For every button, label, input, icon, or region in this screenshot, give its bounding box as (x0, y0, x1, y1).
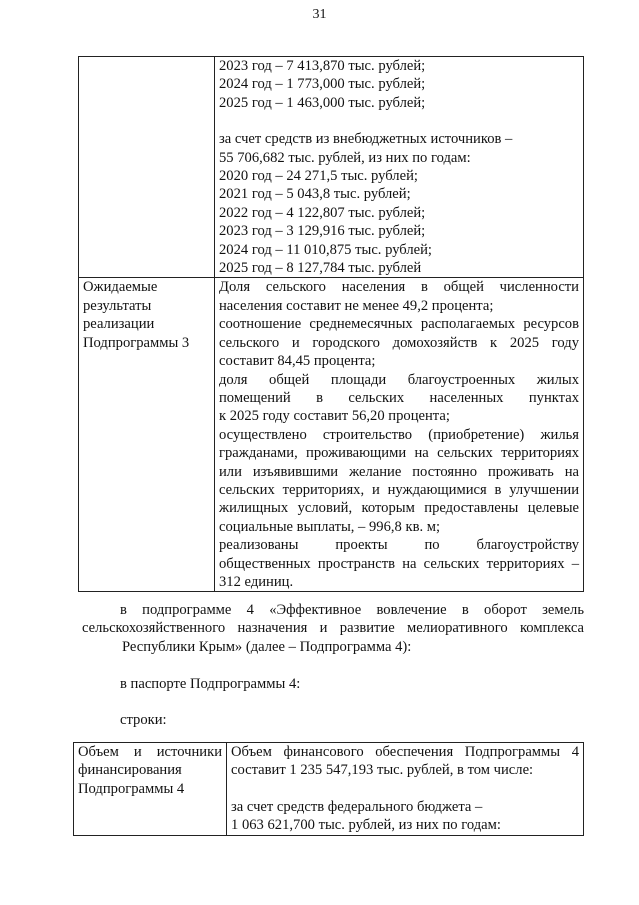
funding-line: составит 1 235 547,193 тыс. рублей, в том числе: (231, 762, 534, 779)
funding-line: 2020 год – 24 271,5 тыс. рублей; (219, 168, 418, 185)
expected-results-cell (215, 278, 584, 592)
funding-line: 2021 год – 5 043,8 тыс. рублей; (219, 186, 411, 203)
funding-line: 2025 год – 8 127,784 тыс. рублей (219, 260, 422, 277)
result-line: сельских территориях, и нуждающимися в улучшении (219, 481, 579, 498)
funding-line: 2023 год – 7 413,870 тыс. рублей; (219, 58, 426, 74)
funding-volume-cell (227, 743, 584, 836)
funding-line: 55 706,682 тыс. рублей, из них по годам: (219, 149, 471, 166)
result-line: сельского и городского домохозяйств к 2025 году (219, 334, 579, 351)
result-line: составит 84,45 процента; (219, 353, 376, 370)
subprogram-4-passport-table (73, 742, 584, 836)
label-line: результаты (83, 297, 152, 314)
expected-results-label-cell (79, 278, 215, 592)
label-line: Подпрограммы 4 (78, 780, 185, 797)
funding-line: Объем финансового обеспечения Подпрограммы 4 (231, 744, 579, 760)
result-line: осуществлено строительство (приобретение) жилья (219, 426, 579, 443)
label-line: Объем и источники (78, 744, 222, 760)
result-line: Доля сельского населения в общей численности (219, 279, 579, 296)
funding-line: 2023 год – 3 129,916 тыс. рублей; (219, 223, 426, 240)
subprogram-3-passport-table (78, 56, 584, 592)
funding-line: за счет средств из внебюджетных источников – (219, 131, 513, 148)
label-line: реализации (83, 316, 155, 333)
result-line: к 2025 году составит 56,20 процента; (219, 408, 450, 425)
table-row (79, 57, 584, 278)
result-line: помещений в сельских населенных пунктах (219, 389, 579, 406)
lines-paragraph: строки: (120, 712, 167, 728)
table-row (74, 743, 584, 836)
result-line: гражданами, проживающими на сельских территориях (219, 445, 579, 462)
funding-line: 2025 год – 1 463,000 тыс. рублей; (219, 94, 426, 111)
result-line: социальные выплаты, – 996,8 кв. м; (219, 518, 441, 535)
result-line: или изъявившими желание постоянно проживать на (219, 463, 579, 480)
funding-years-cell (215, 57, 584, 278)
table-row (79, 278, 584, 592)
subprogram-4-intro-paragraph (82, 601, 584, 656)
paragraph-line: Республики Крым» (далее – Подпрограмма 4): (122, 638, 412, 655)
result-line: доля общей площади благоустроенных жилых (219, 371, 579, 388)
funding-line: 2024 год – 11 010,875 тыс. рублей; (219, 241, 432, 258)
funding-line: 2022 год – 4 122,807 тыс. рублей; (219, 204, 426, 221)
funding-label-cell (74, 743, 227, 836)
funding-line: 2024 год – 1 773,000 тыс. рублей; (219, 76, 426, 93)
table-cell-empty (79, 57, 215, 278)
page-number: 31 (312, 7, 327, 22)
label-line: Подпрограммы 3 (83, 334, 190, 351)
result-line: реализованы проекты по благоустройству (219, 537, 579, 554)
result-line: соотношение среднемесячных располагаемых ресурсов (219, 316, 579, 333)
result-line: населения составит не менее 49,2 процента; (219, 297, 494, 314)
paragraph-line: в подпрограмме 4 «Эффективное вовлечение в оборот земель (120, 602, 584, 618)
label-line: Ожидаемые (83, 279, 158, 296)
result-line: общественных пространств на сельских территориях – (219, 555, 579, 572)
paragraph-line: сельскохозяйственного назначения и развитие мелиоративного комплекса (82, 620, 584, 637)
result-line: 312 единиц. (219, 573, 294, 590)
funding-line: 1 063 621,700 тыс. рублей, из них по годам: (231, 817, 501, 834)
result-line: жилищных условий, которым предоставлены целевые (219, 500, 579, 517)
label-line: финансирования (78, 762, 182, 779)
passport-paragraph: в паспорте Подпрограммы 4: (120, 676, 301, 692)
funding-line: за счет средств федерального бюджета – (231, 798, 483, 815)
